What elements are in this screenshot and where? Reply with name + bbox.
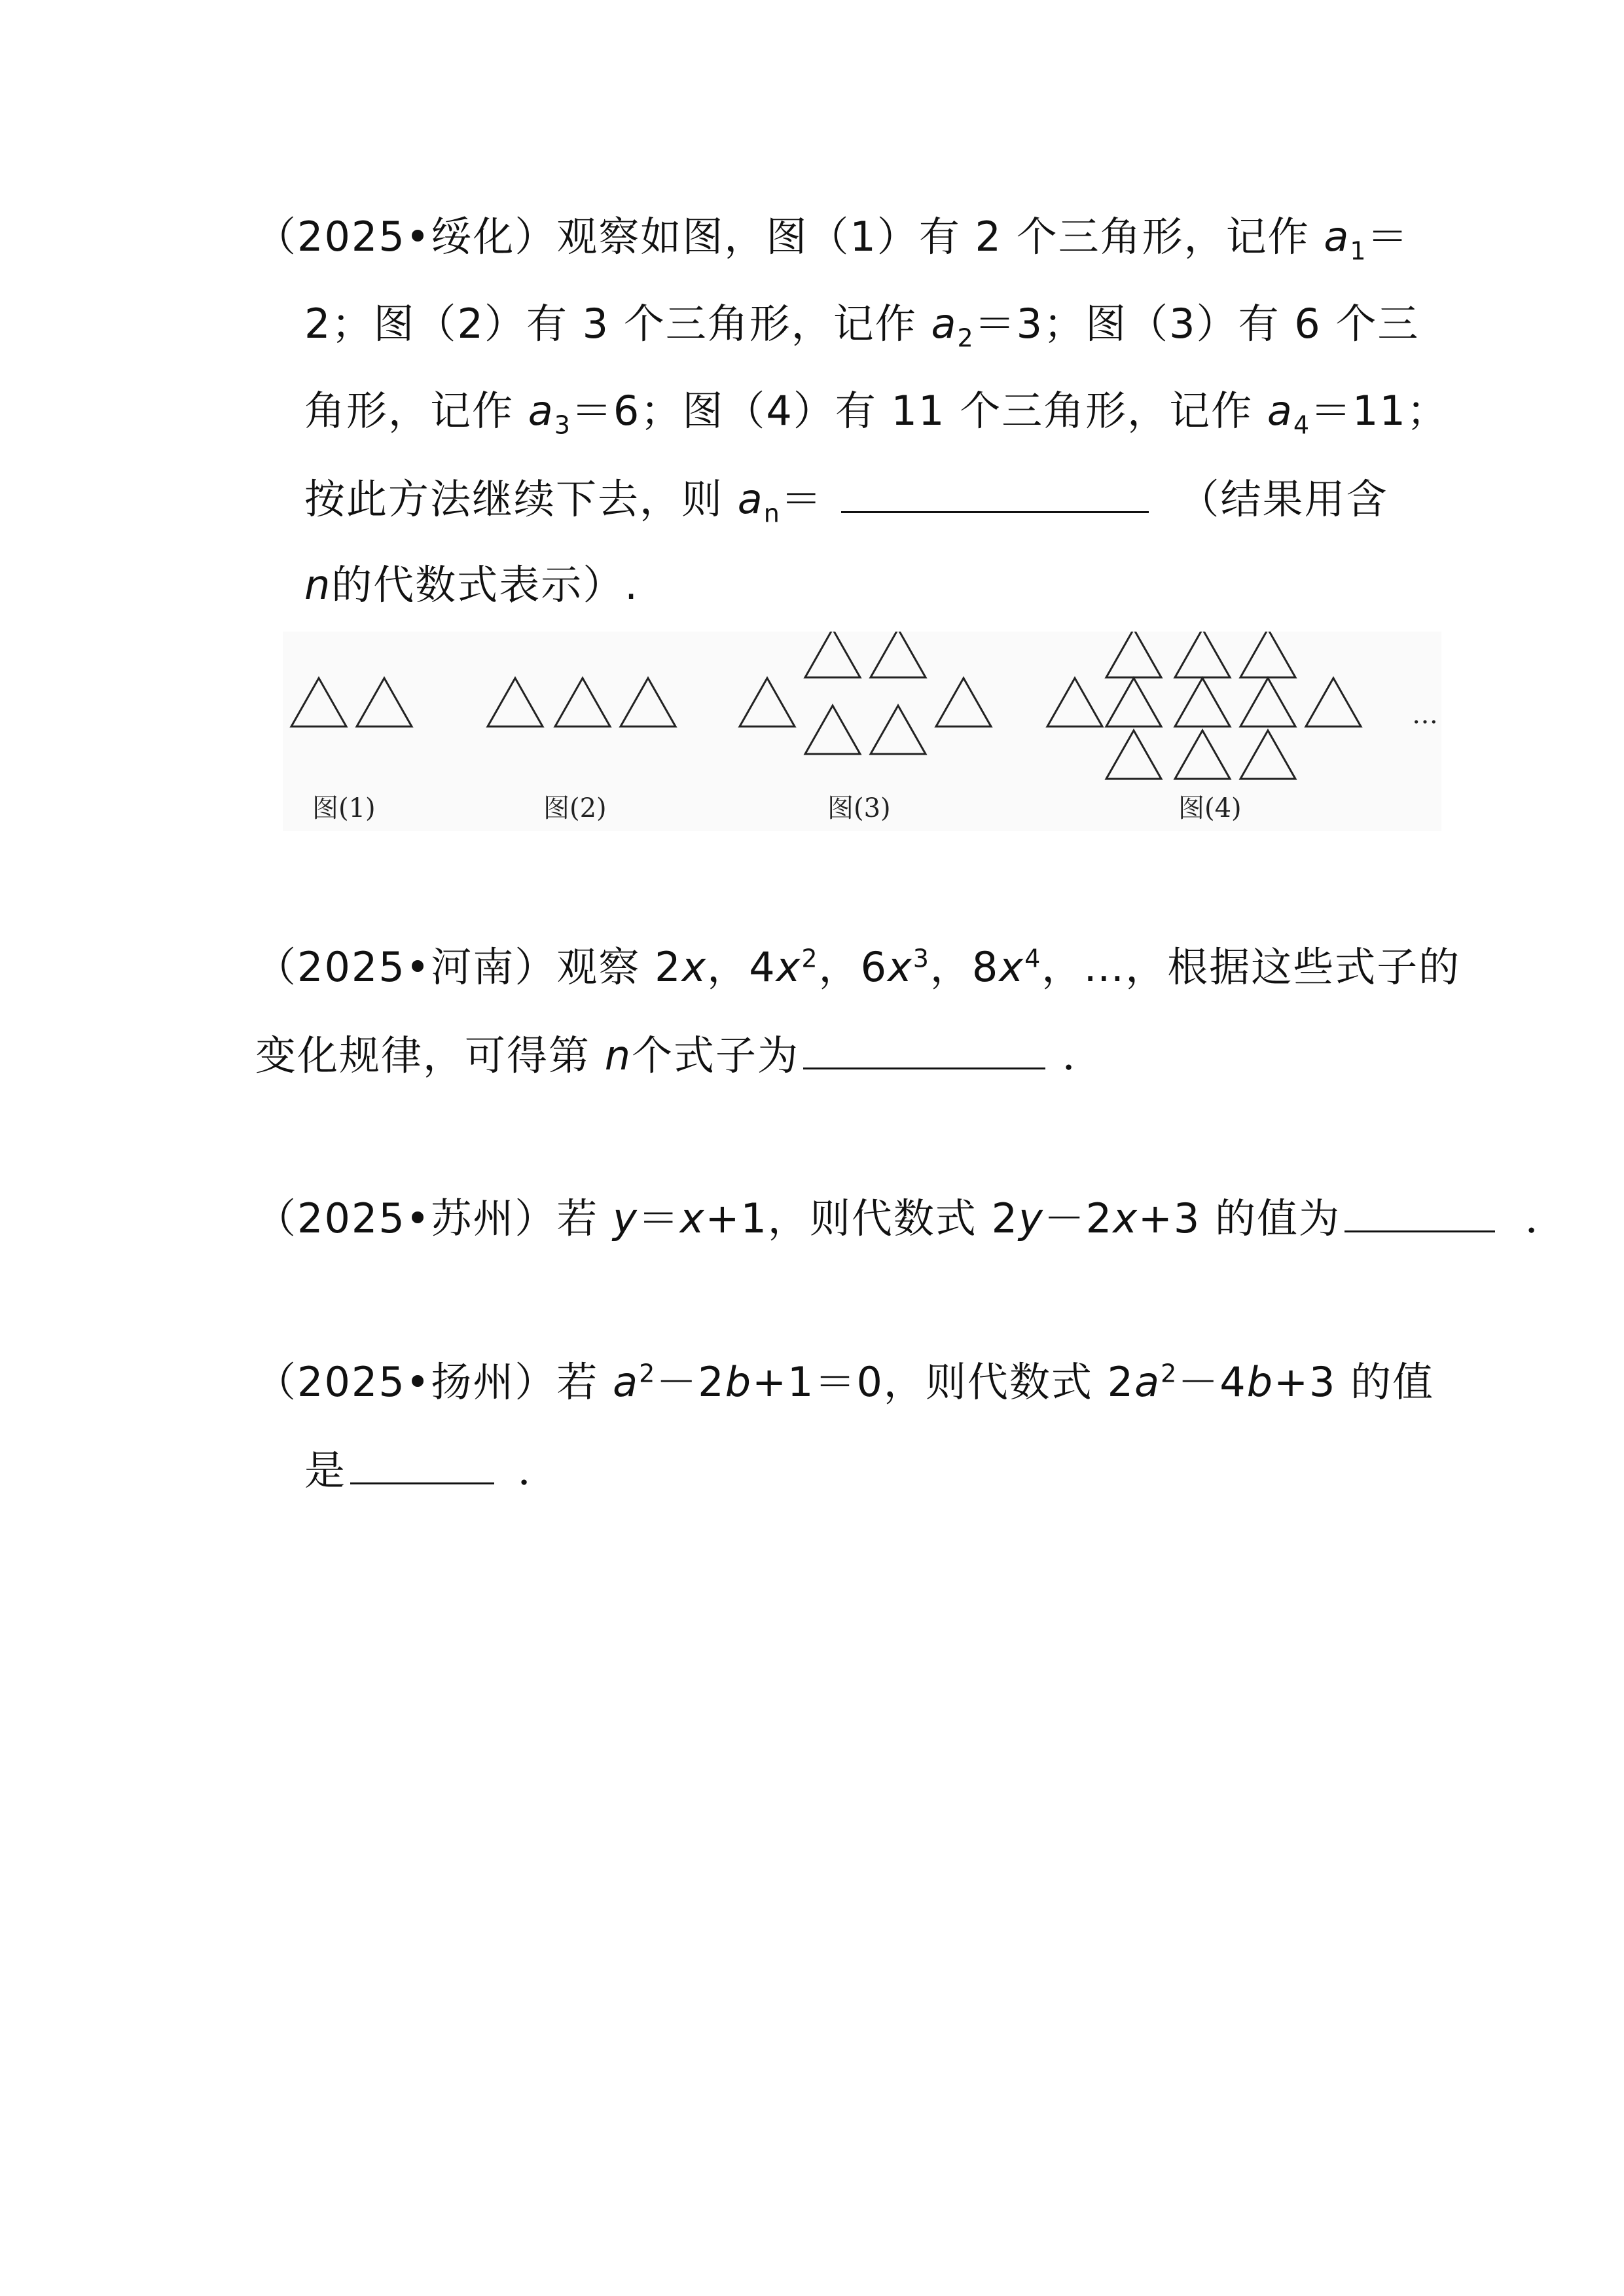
- triangle-fig3-3: [871, 632, 926, 677]
- triangle-fig4-11: [1240, 730, 1295, 779]
- triangle-fig4-4: [1240, 632, 1295, 677]
- q1-source: （2025•绥化）: [255, 213, 557, 260]
- triangle-fig2-3: [621, 678, 676, 726]
- triangle-fig2-2: [555, 678, 610, 726]
- triangle-fig3-6: [936, 678, 991, 726]
- q4-line-2: 是 ．: [304, 1443, 560, 1497]
- triangle-fig4-8: [1306, 678, 1361, 726]
- triangle-fig4-7: [1240, 678, 1295, 726]
- q1-line-3: 角形，记作 $a_3=6$；图（4）有 11 个三角形，记作 $a_4=11$；: [304, 387, 1449, 440]
- triangle-pattern-figure: [283, 632, 1441, 831]
- q1-line-1: （2025•绥化）观察如图，图（1）有 2 个三角形，记作 $a_1=$: [255, 213, 1409, 266]
- triangle-fig1-1: [291, 678, 346, 726]
- triangle-fig4-5: [1106, 678, 1161, 726]
- triangle-fig3-5: [871, 706, 926, 754]
- q4-source: （2025•扬州）: [255, 1358, 557, 1406]
- q2-line-1: （2025•河南）观察 2x，$4x^2$，$6x^3$，$8x^4$，…，根据这些式子的: [255, 943, 1461, 991]
- q2-source: （2025•河南）: [255, 943, 557, 991]
- q1-line-5: n的代数式表示）.: [304, 561, 640, 609]
- q4-line-1: （2025•扬州）若 $a^2-2b+1=0$，则代数式 $2a^2-4b+3$ 的值: [255, 1358, 1435, 1406]
- q1-line-4: 按此方法继续下去，则 $a_n=$ （结果用含: [304, 472, 1388, 526]
- triangle-fig4-10: [1175, 730, 1230, 779]
- triangle-fig2-1: [488, 678, 543, 726]
- triangle-fig3-2: [805, 632, 860, 677]
- figure-caption-2: 图(2): [543, 793, 607, 823]
- figure-caption-3: 图(3): [827, 793, 891, 823]
- triangle-fig4-2: [1106, 632, 1161, 677]
- q2-line-2: 变化规律，可得第 n个式子为 ．: [255, 1028, 1104, 1082]
- figure-ellipsis: …: [1412, 700, 1438, 730]
- triangle-fig3-4: [805, 706, 860, 754]
- triangle-fig4-1: [1047, 678, 1102, 726]
- answer-blank-1[interactable]: [841, 472, 1149, 513]
- triangle-fig4-9: [1106, 730, 1161, 779]
- figure-caption-4: 图(4): [1178, 793, 1242, 823]
- answer-blank-4[interactable]: [350, 1443, 494, 1484]
- answer-blank-3[interactable]: [1344, 1191, 1495, 1232]
- triangle-pattern-svg: [283, 632, 1441, 831]
- triangle-fig3-1: [740, 678, 795, 726]
- triangle-fig1-2: [357, 678, 412, 726]
- triangle-fig4-6: [1175, 678, 1230, 726]
- q3-line-1: （2025•苏州）若 y＝x+1，则代数式 2y－2x+3 的值为 ．: [255, 1191, 1567, 1245]
- q3-source: （2025•苏州）: [255, 1194, 557, 1242]
- triangle-fig4-3: [1175, 632, 1230, 677]
- q1-line-2: 2；图（2）有 3 个三角形，记作 $a_2=3$；图（3）有 6 个三: [304, 300, 1420, 353]
- figure-caption-1: 图(1): [312, 793, 376, 823]
- answer-blank-2[interactable]: [803, 1028, 1045, 1069]
